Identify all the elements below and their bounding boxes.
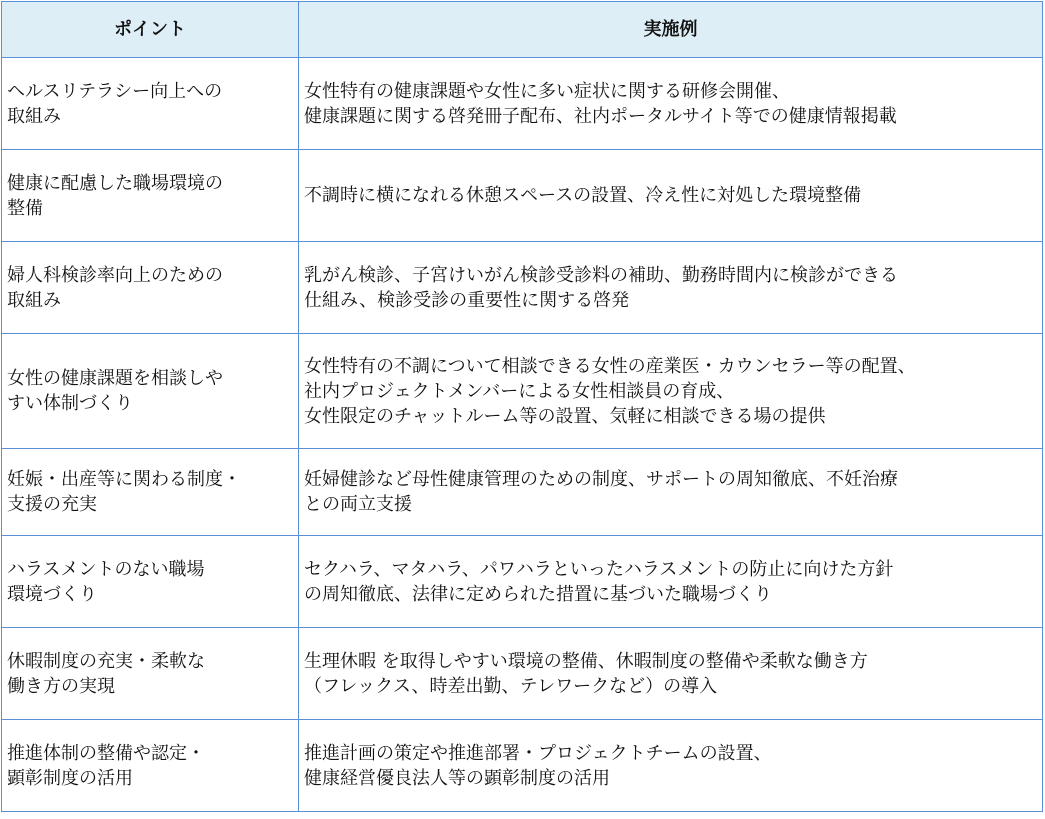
example-cell [299,242,1043,334]
point-line: 女性の健康課題を相談しや [7,368,223,389]
point-line: 取組み [7,105,61,127]
example-line: の周知徹底、法律に定められた措置に基づいた職場づくり [304,583,772,605]
example-line: 不調時に横になれる休憩スペースの設置、冷え性に対処した環境整備 [304,185,862,206]
point-line: 推進体制の整備や認定・ [7,742,205,764]
example-line: 女性特有の健康課題や女性に多い症状に関する研修会開催、 [304,80,790,102]
table-row [2,720,1043,812]
point-cell [2,242,299,334]
point-line: 顕彰制度の活用 [7,767,133,789]
point-line: ハラスメントのない職場 [7,558,205,580]
example-cell [299,150,1043,242]
example-line: 乳がん検診、子宮けいがん検診受診料の補助、勤務時間内に検診ができる [304,264,898,286]
point-line: 整備 [7,197,43,219]
point-line: 環境づくり [7,583,97,605]
example-line: 生理休暇 を取得しやすい環境の整備、休暇制度の整備や柔軟な働き方 [304,650,868,672]
point-line: 婦人科検診率向上のための [7,264,223,286]
point-line: すい体制づくり [7,393,133,414]
point-line: 休暇制度の充実・柔軟な [7,650,205,672]
point-line: 健康に配慮した職場環境の [7,172,223,194]
table-row [2,449,1043,536]
example-line: 健康課題に関する啓発冊子配布、社内ポータルサイト等での健康情報掲載 [304,105,897,127]
point-cell [2,628,299,720]
example-line: 推進計画の策定や推進部署・プロジェクトチームの設置、 [304,742,772,764]
example-cell [299,449,1043,536]
table-row [2,242,1043,334]
table-header-row [2,2,1043,58]
point-cell [2,449,299,536]
point-cell [2,334,299,449]
example-cell [299,536,1043,628]
example-line: 妊婦健診など母性健康管理のための制度、サポートの周知徹底、不妊治療 [304,469,898,490]
point-cell [2,720,299,812]
example-line: 女性限定のチャットルーム等の設置、気軽に相談できる場の提供 [304,405,826,427]
measures-table-container [1,1,1042,812]
example-line: 仕組み、検診受診の重要性に関する啓発 [304,289,630,311]
example-cell [299,58,1043,150]
example-line: セクハラ、マタハラ、パワハラといったハラスメントの防止に向けた方針 [304,558,894,580]
point-line: ヘルスリテラシー向上への [7,80,223,102]
example-cell [299,628,1043,720]
point-cell [2,150,299,242]
point-line: 取組み [7,289,61,311]
example-line: 社内プロジェクトメンバーによる女性相談員の育成、 [304,380,735,402]
point-cell [2,58,299,150]
example-cell [299,334,1043,449]
point-cell [2,536,299,628]
header-point: ポイント [2,2,299,58]
example-line: 健康経営優良法人等の顕彰制度の活用 [304,767,610,789]
point-line: 支援の充実 [7,494,97,515]
table-row [2,334,1043,449]
example-line: 女性特有の不調について相談できる女性の産業医・カウンセラー等の配置、 [304,355,916,377]
example-cell [299,720,1043,812]
measures-table [1,1,1043,812]
table-row [2,58,1043,150]
point-line: 働き方の実現 [7,675,115,697]
header-example: 実施例 [299,2,1043,58]
point-line: 妊娠・出産等に関わる制度・ [7,469,241,490]
example-line: との両立支援 [304,494,412,515]
example-line: （フレックス、時差出勤、テレワークなど）の導入 [304,675,718,697]
table-row [2,150,1043,242]
table-row [2,628,1043,720]
table-row [2,536,1043,628]
